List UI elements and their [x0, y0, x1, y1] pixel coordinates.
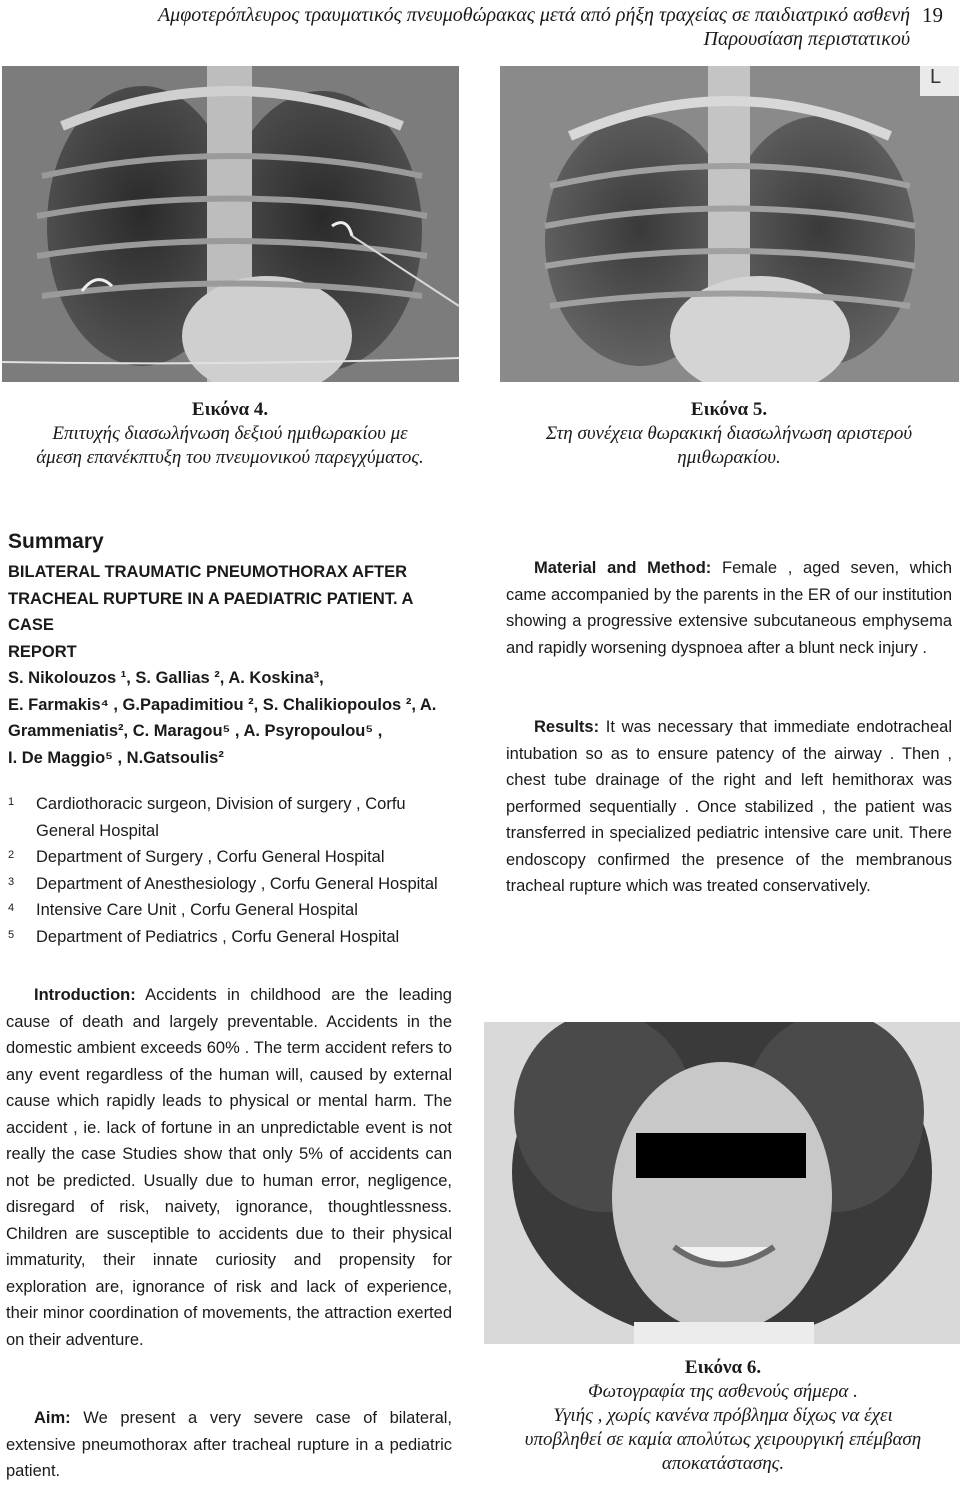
running-subtitle: Παρουσίαση περιστατικού [703, 28, 910, 50]
figure6-label: Εικόνα 6. [684, 1357, 762, 1378]
affiliation-item [8, 791, 456, 844]
running-title: Αμφοτερόπλευρος τραυματικός πνευμοθώρακας μετά από ρήξη τραχείας σε παιδιατρικό ασθενή [157, 4, 910, 26]
xray-image-left-drainage [500, 66, 959, 382]
affiliation-number: 1 [8, 796, 15, 808]
introduction-paragraph [6, 982, 452, 1353]
affiliation-number: 5 [8, 928, 15, 941]
affiliation-number: 4 [8, 902, 15, 914]
paper-title-line3: REPORT [8, 642, 77, 661]
results-paragraph [506, 714, 952, 900]
affiliation-text: Intensive Care Unit , Corfu General Hospital [36, 901, 358, 919]
figure4-caption-line2: άμεση επανέκπτυξη του πνευμονικού παρεγχύματος. [36, 447, 424, 468]
affiliation-text: Cardiothoracic surgeon, Division of surgery , Corfu General Hospital [36, 795, 406, 840]
figure4-caption [0, 398, 460, 470]
figure6-caption-line4: αποκατάστασης. [661, 1453, 785, 1474]
affiliation-number: 2 [8, 849, 15, 861]
xray-image-right-drainage [2, 66, 459, 382]
paper-title-line2: TRACHEAL RUPTURE IN A PAEDIATRIC PATIENT. A CASE [8, 589, 413, 634]
results-text: It was necessary that immediate endotracheal intubation so as to ensure patency of the airway . Then , chest tube drainage of the right and left hemithorax was performed sequentially . Once stabilized , the patient was transferred in specialized pediatric intensive care unit. There endoscopy confirmed the presence of the membranous tracheal rupture which was treated conservatively. [506, 718, 952, 895]
affiliation-number: 3 [8, 875, 15, 888]
figure5-caption-line1: Στη συνέχεια θωρακική διασωλήνωση αριστερού [545, 423, 913, 444]
page-number: 19 [922, 3, 943, 27]
affiliation-text: Department of Pediatrics , Corfu General Hospital [36, 927, 400, 946]
figure6-caption-line3: υποβληθεί σε καμία απολύτως χειρουργική επέμβαση [524, 1429, 922, 1450]
authors-line1: S. Nikolouzos ¹, S. Gallias ², A. Koskina³, [8, 669, 324, 687]
patient-photo [484, 1022, 960, 1344]
figure6-caption-line1: Φωτογραφία της ασθενούς σήμερα . [588, 1381, 858, 1402]
method-label: Material and Method: [534, 559, 712, 577]
figure4-label: Εικόνα 4. [191, 399, 269, 420]
authors-line4: I. De Maggio⁵ , N.Gatsoulis² [8, 748, 224, 767]
aim-paragraph [6, 1405, 452, 1485]
figure5-caption-line2: ημιθωρακίου. [677, 447, 781, 468]
introduction-text: Accidents in childhood are the leading cause of death and largely preventable. Accidents in the domestic ambient exceeds 60% . The term accident refers to any event regardless of the human will, caused by external cause which rapidly leads to physical or mental harm. The accident , ie. lack of fortune in an unpredictable event is not really the case Studies show that only 5% of accidents can not be predicted. Usually due to human error, negligence, disregard of risk, naivety, ignorance, thoughtlessness. Children are susceptible to accidents due to their physical immaturity, their innate curiosity and propensity for exploration are, ignorance of risk and lack of experience, their minor coordination of movements, the attraction exerted on their adventure. [6, 986, 452, 1349]
affiliation-item [8, 871, 456, 898]
affiliations-list [8, 791, 456, 950]
summary-heading: Summary [8, 530, 104, 553]
summary-block [8, 530, 456, 950]
affiliation-text: Department of Anesthesiology , Corfu General Hospital [36, 874, 438, 893]
method-text: Female , aged seven, which came accompanied by the parents in the ER of our institution showing a progressive extensive subcutaneous emphysema and rapidly worsening dyspnoea after a blunt neck injury . [506, 559, 952, 657]
aim-label: Aim: [34, 1409, 71, 1427]
figure6-caption [486, 1356, 960, 1476]
paper-title-line1: BILATERAL TRAUMATIC PNEUMOTHORAX AFTER [8, 563, 408, 581]
affiliation-text: Department of Surgery , Corfu General Hospital [36, 848, 385, 866]
xray-side-marker: L [930, 66, 942, 88]
authors-line2: E. Farmakis⁴ , G.Papadimitiou ², S. Chalikiopoulos ², A. [8, 695, 437, 714]
figure4-caption-line1: Επιτυχής διασωλήνωση δεξιού ημιθωρακίου με [52, 423, 408, 444]
aim-text: We present a very severe case of bilateral, extensive pneumothorax after tracheal rupture in a pediatric patient. [6, 1409, 452, 1480]
results-label: Results: [534, 718, 600, 736]
figure5-caption [498, 398, 960, 470]
authors-line3: Grammeniatis², C. Maragou⁵ , A. Psyropoulou⁵ , [8, 722, 383, 740]
privacy-bar [636, 1133, 806, 1178]
figure6-caption-line2: Υγιής , χωρίς κανένα πρόβλημα δίχως να έχει [553, 1405, 893, 1426]
method-paragraph [506, 555, 952, 661]
affiliation-item [8, 924, 456, 951]
introduction-label: Introduction: [34, 986, 136, 1004]
figure5-label: Εικόνα 5. [690, 399, 768, 420]
affiliation-item [8, 844, 456, 871]
affiliation-item [8, 897, 456, 924]
